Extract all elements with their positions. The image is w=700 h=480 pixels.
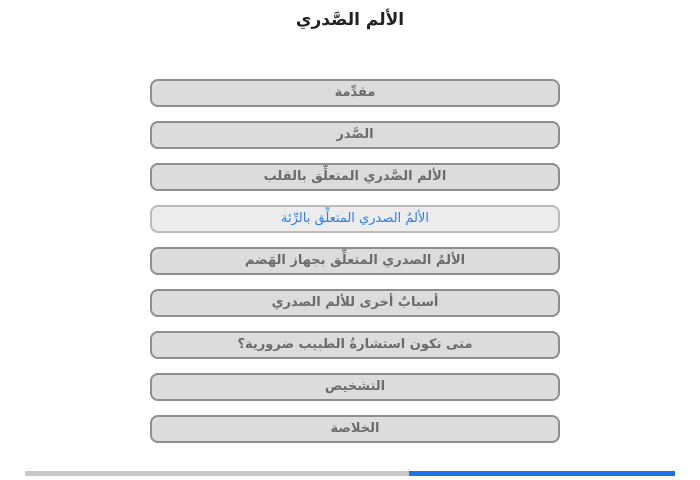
chapter-menu	[150, 79, 560, 457]
menu-item-pulmonary-chest-pain[interactable]: الألمُ الصدري المتعلِّق بالرِّئة	[150, 205, 560, 233]
menu-item-cardiac-chest-pain[interactable]: الألم الصَّدري المتعلِّق بالقلب	[150, 163, 560, 191]
menu-item-other-causes[interactable]: أسبابٌ أخرى للألم الصدري	[150, 289, 560, 317]
progress-bar-fill	[409, 471, 676, 476]
menu-item-chest[interactable]: الصَّدر	[150, 121, 560, 149]
page-title: الألم الصَّدري	[295, 10, 405, 30]
menu-item-digestive-chest-pain[interactable]: الألمُ الصدري المتعلِّق بجهاز الهَضم	[150, 247, 560, 275]
menu-item-summary[interactable]: الخلاصة	[150, 415, 560, 443]
menu-item-diagnosis[interactable]: التشخيص	[150, 373, 560, 401]
progress-bar	[25, 471, 675, 476]
menu-item-introduction[interactable]: مقدِّمة	[150, 79, 560, 107]
menu-item-when-to-see-doctor[interactable]: متى تكون استشارةُ الطبيب ضرورية؟	[150, 331, 560, 359]
